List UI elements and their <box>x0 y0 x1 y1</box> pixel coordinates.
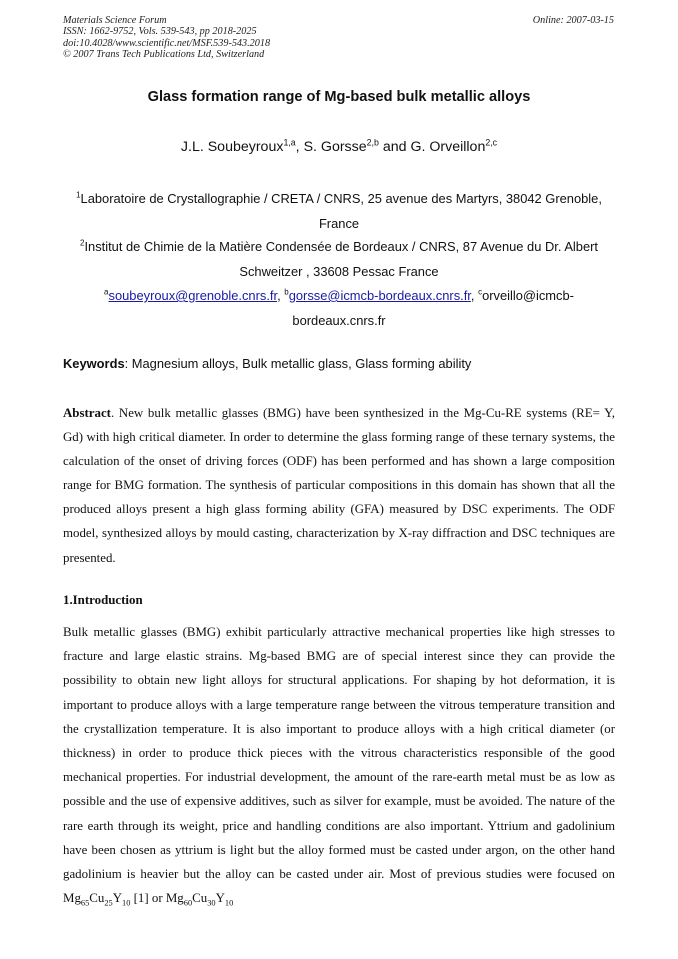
email-marker: a <box>104 287 109 297</box>
formula-mg60cu30y10 <box>165 891 234 908</box>
email-separator: , <box>470 288 479 303</box>
affiliation-marker: 1 <box>76 190 81 200</box>
author-name: G. Orveillon <box>410 139 486 155</box>
copyright-line: © 2007 Trans Tech Publications Ltd, Switzerland <box>63 48 265 60</box>
doi-line: doi:10.4028/www.scientific.net/MSF.539-543.2018 <box>63 37 271 49</box>
author-separator: and <box>378 139 411 155</box>
affiliation-text: Institut de Chimie de la Matière Condensée de Bordeaux / CNRS, 87 Avenue du Dr. Albert Schweitzer , 33608 Pessac France <box>84 239 598 279</box>
online-date: Online: 2007-03-15 <box>532 15 614 26</box>
email-list <box>63 283 615 333</box>
formula-element: Cu <box>192 891 208 906</box>
abstract-label: Abstract <box>63 406 111 420</box>
email-link-gorsse[interactable]: gorsse@icmcb-bordeaux.cnrs.fr <box>288 288 471 303</box>
issn-line: ISSN: 1662-9752, Vols. 539-543, pp 2018-2025 <box>63 26 257 38</box>
abstract-text: . New bulk metallic glasses (BMG) have been synthesized in the Mg-Cu-RE systems (RE= Y, Gd) with high critical diameter. In order to determine the glass forming range of these ternary systems, the calculation of the onset of driving forces (ODF) has been performed and has shown a large composition range for BMG formation. The synthesis of particular compositions in this domain has shown that all the produced alloys present a high glass forming ability (GFA) measured by DSC experiments. The ODF model, synthesized alloys by mould casting, characterization by X-ray diffraction and DSC techniques are presented. <box>63 406 615 565</box>
formula-mg65cu25y10 <box>63 891 131 908</box>
author-list <box>0 139 678 155</box>
journal-name: Materials Science Forum <box>63 15 167 26</box>
paper-title: Glass formation range of Mg-based bulk metallic alloys <box>147 89 531 105</box>
author-superscript: 1,a <box>283 137 296 148</box>
formula-subscript: 10 <box>224 898 234 908</box>
formula-subscript: 60 <box>183 898 193 908</box>
formula-element: Mg <box>165 891 184 906</box>
introduction-citation: [1] or <box>130 891 166 906</box>
email-link-soubeyroux[interactable]: soubeyroux@grenoble.cnrs.fr <box>108 288 278 303</box>
abstract-paragraph <box>63 401 615 570</box>
publication-header <box>63 15 270 60</box>
email-orveillon: orveillo@icmcb-bordeaux.cnrs.fr <box>292 288 574 328</box>
affiliation-2 <box>63 234 615 284</box>
email-marker: c <box>478 287 483 297</box>
formula-element: Cu <box>89 891 105 906</box>
author-name: J.L. Soubeyroux <box>180 139 284 155</box>
affiliation-1 <box>63 186 615 236</box>
formula-subscript: 30 <box>207 898 216 908</box>
keywords <box>63 356 615 371</box>
formula-element: Y <box>112 891 123 906</box>
formula-subscript: 65 <box>80 898 90 908</box>
section-heading: 1.Introduction <box>63 593 143 607</box>
keywords-label: Keywords <box>63 356 125 371</box>
email-marker: b <box>284 287 289 297</box>
keywords-text: : Magnesium alloys, Bulk metallic glass, Glass forming ability <box>124 356 472 371</box>
affiliation-marker: 2 <box>80 238 85 248</box>
author-superscript: 2,c <box>485 137 498 148</box>
formula-element: Mg <box>63 891 81 906</box>
formula-element: Y <box>215 891 225 906</box>
email-separator: , <box>277 288 285 303</box>
formula-subscript: 10 <box>122 898 131 908</box>
introduction-paragraph <box>63 620 615 910</box>
author-name: S. Gorsse <box>303 139 367 155</box>
introduction-text: Bulk metallic glasses (BMG) exhibit particularly attractive mechanical properties like high stresses to fracture and large elastic strains. Mg-based BMG are of special interest since they can provide the possibility to obtain new light alloys for structural applications. For shaping by hot deformation, it is important to produce alloys with a large temperature range between the vitrous temperature transition and the crystallization temperature. It is also important to produce alloys with a high critical diameter (or thickness) in order to produce thick pieces with the vitrous characteristics responsible of the good mechanical properties. For industrial development, the amount of the rare-earth metal must be as low as possible and the use of expensive additives, such as silver for example, must be avoided. The nature of the rare earth through its weight, price and handling conditions are also important. Yttrium and gadolinium have been chosen as yttrium is light but the alloy formed must be casted under argon, on the other hand gadolinium is heavier but the alloy can be casted under air. Most of previous studies were focused on <box>63 625 615 882</box>
formula-subscript: 25 <box>104 898 113 908</box>
affiliation-text: Laboratoire de Crystallographie / CRETA / CNRS, 25 avenue des Martyrs, 38042 Grenoble, France <box>80 191 602 231</box>
author-superscript: 2,b <box>366 137 379 148</box>
author-separator: , <box>295 139 304 155</box>
